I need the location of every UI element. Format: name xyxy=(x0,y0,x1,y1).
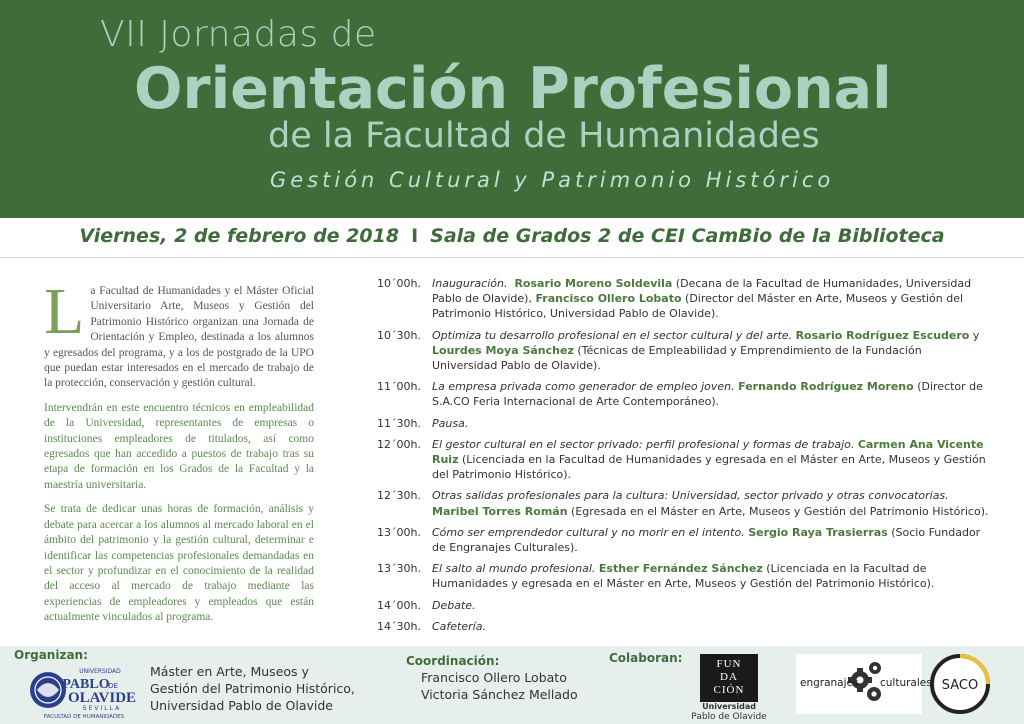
schedule-item xyxy=(377,416,989,431)
schedule-time: 13´30h. xyxy=(377,562,421,576)
speaker-name: Fernando Rodríguez Moreno xyxy=(738,380,914,394)
schedule-description: Debate. xyxy=(432,598,476,612)
schedule-time: 14´00h. xyxy=(377,598,421,612)
culturales-word: culturales xyxy=(880,677,932,689)
program-schedule xyxy=(377,276,989,640)
organizer-master: Máster en Arte, Museos y Gestión del Patrimonio Histórico, Universidad Pablo de Olavide xyxy=(150,664,355,713)
upo-logo-name1: PABLO xyxy=(62,677,110,692)
schedule-item xyxy=(377,561,989,591)
upo-logo-city: SEVILLA xyxy=(82,705,122,712)
schedule-description: Inauguración. Rosario Moreno Soldevila (Decana de la Facultad de Humanidades, Universidad Pablo de Olavide), Francisco Ollero Lobato (Director del Máster en Arte, Museos y Gestión del Patrimonio Histórico, Universidad Pablo de Olavide). xyxy=(432,277,972,321)
schedule-item xyxy=(377,379,989,409)
speaker-name: Francisco Ollero Lobato xyxy=(535,292,682,306)
schedule-time: 10´00h. xyxy=(377,277,421,290)
schedule-description: La empresa privada como generador de empleo joven. Fernando Rodríguez Moreno (Director de S.A.CO Feria Internacional de Arte Contemporáneo). xyxy=(432,380,983,409)
colaboran-label: Colaboran: xyxy=(609,651,683,665)
schedule-item xyxy=(377,276,989,322)
speaker-name: Rosario Moreno Soldevila xyxy=(514,277,673,290)
coordinacion-label: Coordinación: xyxy=(406,654,500,668)
schedule-time: 11´30h. xyxy=(377,416,421,430)
date-venue-bar xyxy=(0,218,1024,258)
schedule-description: El gestor cultural en el sector privado: perfil profesional y formas de trabajo. Carmen Ana Vicente Ruiz (Licenciada en la Facultad de Humanidades y egresada en el Máster en Arte, Museos y Gestión del Patrimonio Histórico). xyxy=(432,437,986,482)
schedule-item xyxy=(377,437,989,483)
upo-logo-name2: OLAVIDE xyxy=(67,690,137,706)
intro-paragraph-2: Intervendrán en este encuentro técnicos en empleabilidad de la Universidad, representantes de empresas o instituciones empleadores de titulados, así como egresados que han accedido a puestos de trabajo tras su etapa de formación en los Grados de la Facultad y la maestría universitaria. xyxy=(44,401,314,491)
schedule-item xyxy=(377,598,989,613)
speaker-name: Lourdes Moya Sánchez xyxy=(432,343,574,357)
saco-logo-text: SACO xyxy=(941,678,979,693)
schedule-description: Optimiza tu desarrollo profesional en el sector cultural y del arte. Rosario Rodríguez Escudero y Lourdes Moya Sánchez (Técnicas de Empleabilidad y Emprendimiento de la Fundación Universidad Pablo de Olavide). xyxy=(432,328,980,373)
event-faculty: de la Facultad de Humanidades xyxy=(268,116,820,156)
schedule-description: Otras salidas profesionales para la cultura: Universidad, sector privado y otras convocatorias. Maribel Torres Román (Egresada en el Máster en Arte, Museos y Gestión del Patrimonio Histórico). xyxy=(432,489,989,518)
upo-logo xyxy=(28,664,140,720)
schedule-item xyxy=(377,525,989,555)
header-banner xyxy=(0,0,1024,218)
speaker-name: Esther Fernández Sánchez xyxy=(598,562,763,576)
schedule-description: Pausa. xyxy=(432,416,469,430)
schedule-time: 10´30h. xyxy=(377,328,421,342)
speaker-name: Carmen Ana Vicente Ruiz xyxy=(432,437,984,467)
intro-paragraph-3: Se trata de dedicar unas horas de formación, análisis y debate para acercar a los alumnos al mercado laboral en el ámbito del patrimonio y la gestión cultural, determinar e identificar las competencias profesionales demandadas en el sector y profundizar en el conocimiento de la realidad del acceso al mercado de trabajo mediante las experiencias de empleadores y empleados que están actualmente vinculados al programa. xyxy=(44,503,314,624)
schedule-time: 11´00h. xyxy=(377,380,421,394)
footer xyxy=(0,646,1024,724)
date-separator: I xyxy=(411,225,419,247)
date-venue-text xyxy=(79,225,944,247)
schedule-item xyxy=(377,328,989,374)
upo-logo-top: UNIVERSIDAD xyxy=(79,668,121,675)
speaker-name: Maribel Torres Román xyxy=(432,504,568,518)
upo-logo-de: DE xyxy=(108,682,118,690)
intro-column xyxy=(44,275,314,635)
schedule-time: 13´00h. xyxy=(377,525,421,539)
event-edition: VII Jornadas de xyxy=(100,14,377,55)
event-date: Viernes, 2 de febrero de 2018 xyxy=(79,225,400,247)
fundacion-upo-logo xyxy=(688,654,770,720)
intro-paragraph-1: La Facultad de Humanidades y el Máster Oficial Universitario Arte, Museos y Gestión del Patrimonio Histórico organizan una Jornada de Orientación y Empleo, destinada a los alumnos y egresados del programa, y a los de postgrado de la UPO que puedan estar interesados en el mercado de trabajo de la protección, conservación y gestión cultural. xyxy=(44,275,314,390)
event-title: Orientación Profesional xyxy=(134,56,892,122)
speaker-name: Sergio Raya Trasierras xyxy=(748,525,888,539)
organizan-label: Organizan: xyxy=(14,648,88,662)
coordinators: Francisco Ollero Lobato Victoria Sánchez Mellado xyxy=(421,670,578,702)
upo-logo-faculty: FACULTAD DE HUMANIDADES xyxy=(43,714,125,720)
engranajes-culturales-logo xyxy=(796,654,932,714)
schedule-item xyxy=(377,619,989,634)
fundacion-logo-mark: FUN DA CIÓN xyxy=(700,654,758,702)
schedule-description: Cafetería. xyxy=(432,619,486,633)
schedule-time: 12´30h. xyxy=(377,489,421,503)
engranajes-word: engranajes xyxy=(800,677,859,689)
schedule-description: El salto al mundo profesional. Esther Fernández Sánchez (Licenciada en la Facultad de Humanidades y egresada en el Máster en Arte, Museos y Gestión del Patrimonio Histórico). xyxy=(432,562,935,591)
schedule-time: 14´30h. xyxy=(377,619,421,633)
schedule-time: 12´00h. xyxy=(377,437,421,451)
schedule-description: Cómo ser emprendedor cultural y no morir en el intento. Sergio Raya Trasierras (Socio Fundador de Engranajes Culturales). xyxy=(432,525,981,555)
event-venue: Sala de Grados 2 de CEI CamBio de la Biblioteca xyxy=(430,225,945,247)
drop-cap: L xyxy=(44,275,85,348)
event-subtitle: Gestión Cultural y Patrimonio Histórico xyxy=(270,168,835,192)
speaker-name: Rosario Rodríguez Escudero xyxy=(795,328,970,342)
fundacion-logo-subtitle: Universidad Pablo de Olavide xyxy=(691,702,767,722)
schedule-item xyxy=(377,488,989,518)
saco-logo xyxy=(928,652,992,716)
